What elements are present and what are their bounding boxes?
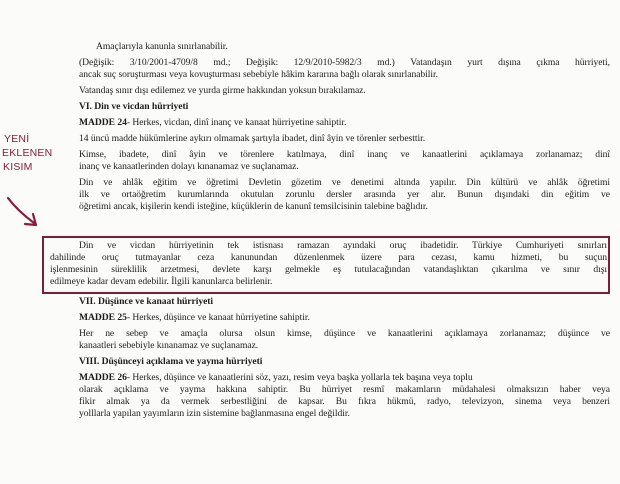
text-line: ilk ve ortaöğretim kurumlarında okutulan zorunlu dersler arasında yer alır. Bunun dışındaki din eğitim ve [79,189,610,200]
text-line: inanç ve kanaatlerinden dolayı kınanamaz ve suçlanamaz. [79,161,299,172]
text-line: ancak suç soruşturması veya kovuşturması sebebiyle hâkim kararına bağlı olarak sınırlanabilir. [79,69,438,80]
article-number: MADDE 24 [79,117,127,128]
article-dash: - [126,117,130,128]
annotation-label-line2: EKLENEN [2,147,53,159]
text-line: (Değişik: 3/10/2001-4709/8 md.; Değişik: 12/9/2010-5982/3 md.) Vatandaşın yurt dışına çıkma hürriyeti, [79,57,610,68]
text-line: Herkes, düşünce ve kanaatlerini söz, yazı, resim veya başka yollarla tek başına veya toplu [132,372,473,383]
annotation-label-line1: YENİ [4,133,30,145]
arrow-icon [4,196,44,232]
text-line: Herkes, düşünce ve kanaat hürriyetine sahiptir. [132,312,310,323]
text-line: yolllarla yapılan yayımların izin sistemine bağlanmasına engel değildir. [79,408,350,419]
text-line: Vatandaş sınır dışı edilemez ve yurda girme hakkından yoksun bırakılamaz. [79,85,366,96]
text-line: öğretimi ancak, kişilerin kendi isteğine, küçüklerin de kanunî temsilcisinin talebine bağlıdır. [79,201,428,212]
article-dash: - [126,372,130,383]
text-line: Kimse, ibadete, dinî âyin ve törenlere katılmaya, dinî inanç ve kanaatlerini açıklamaya zorlanamaz; dinî [79,149,610,160]
text-line: fikir almak ya da vermek serbestliğini de kapsar. Bu fıkra hükmü, radyo, televizyon, sinema veya benzeri [79,396,610,407]
highlighted-text-line: Din ve vicdan hürriyetinin tek istisnası ramazan ayındaki oruç ibadetidir. Türkiye Cumhuriyeti sınırları [79,240,607,251]
text-line: olarak açıklama ve yayma hakkına sahiptir. Bu hürriyet resmî makamların müdahalesi olmaksızın haber veya [79,384,610,395]
text-line: Herkes, vicdan, dinî inanç ve kanaat hürriyetine sahiptir. [132,117,347,128]
text-line: Din ve ahlâk eğitim ve öğretimi Devletin gözetim ve denetimi altında yapılır. Din kültürü ve ahlâk öğretimi [79,177,610,188]
section-heading: VII. Düşünce ve kanaat hürriyeti [79,296,214,307]
article-number: MADDE 25 [79,312,127,323]
highlighted-text-line: edilmeye kadar devam edebilir. İlgili kanunlarca belirlenir. [50,276,273,287]
text-line: Her ne sebep ve amaçla olursa olsun kimse, düşünce ve kanaatlerini açıklamaya zorlanamaz; düşünce ve [79,328,610,339]
annotation-label-line3: KISIM [3,161,33,173]
highlighted-text-line: dahilinde oruç tutmayanlar ceza kanunundan düzenlenmek üzere para cezası, kamu hizmeti, bu suçun [50,252,607,263]
article-line [79,117,346,129]
article-line [79,372,610,384]
section-heading: VIII. Düşünceyi açıklama ve yayma hürriyeti [79,356,263,367]
article-line [79,312,310,324]
text-line: 14 üncü madde hükümlerine aykırı olmamak şartıyla ibadet, dinî âyin ve törenler serbesttir. [79,133,426,144]
section-heading: VI. Din ve vicdan hürriyeti [79,101,189,112]
article-dash: - [126,312,130,323]
text-line: kanaatleri sebebiyle kınanamaz ve suçlanamaz. [79,340,259,351]
highlighted-text-line: işlenmesinin süreklilik arzetmesi, devlete karşı gelmekle eş tutulacağından vatandaşlıktan çıkarılma ve sınır dışı [50,264,607,275]
text-line: Amaçlarıyla kanunla sınırlanabilir. [96,41,228,52]
article-number: MADDE 26 [79,372,127,383]
